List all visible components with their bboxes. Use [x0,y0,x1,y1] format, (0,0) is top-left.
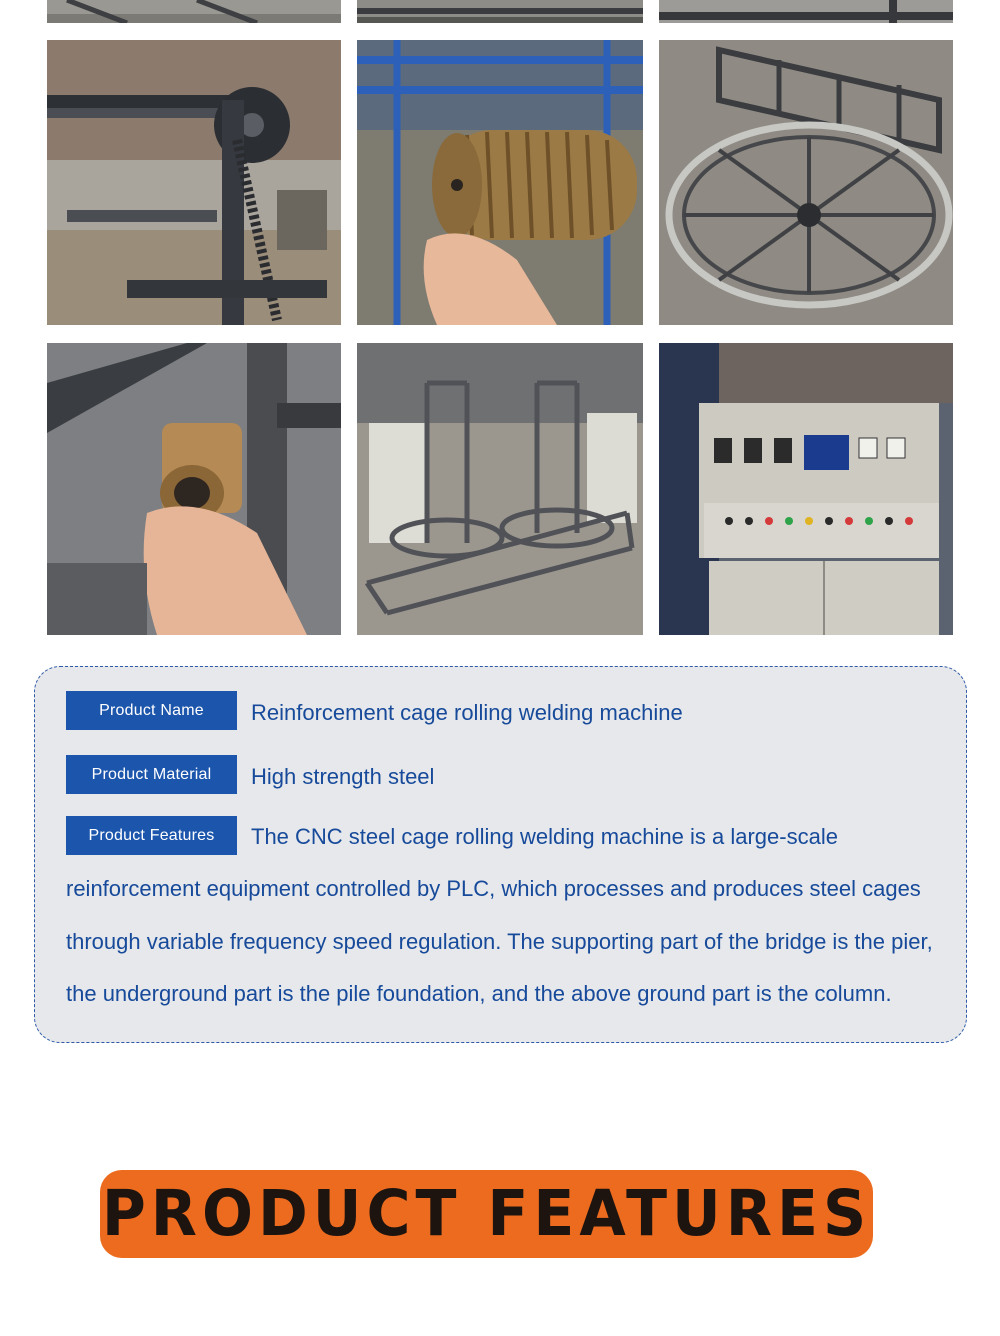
photo-brass-bushing-in-hand [47,343,341,635]
photo-steel-frame-partial-left [47,0,341,23]
product-features-line-4: the underground part is the pile foundation, and the above ground part is the column. [66,981,892,1006]
product-features-line-1: The CNC steel cage rolling welding machine is a large-scale [251,824,838,849]
product-name-value: Reinforcement cage rolling welding machine [251,700,683,725]
photo-control-cabinet [659,343,953,635]
product-material-label: Product Material [66,755,237,794]
product-name-label: Product Name [66,691,237,730]
product-material-value: High strength steel [251,764,435,789]
photo-steel-frame-partial-middle [357,0,643,23]
product-info-panel [34,666,967,1043]
product-features-banner-title: PRODUCT FEATURES [101,1177,872,1251]
photo-brass-lead-screw-in-hand [357,40,643,325]
photo-chain-drive-mechanism [47,40,341,325]
product-features-banner [100,1170,873,1258]
product-features-label: Product Features [66,816,237,855]
product-features-line-3: through variable frequency speed regulation. The supporting part of the bridge is the pier, [66,929,933,954]
product-features-line-2: reinforcement equipment controlled by PLC, which processes and produces steel cages [66,876,921,901]
photo-steel-frame-partial-right [659,0,953,23]
photo-wire-reel-stands [357,343,643,635]
photo-spoked-wheel-frame [659,40,953,325]
